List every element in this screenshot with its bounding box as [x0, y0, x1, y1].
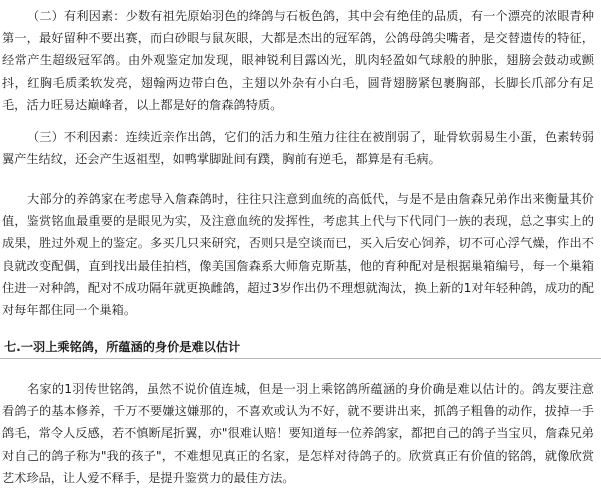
paragraph-favorable-factors: （二）有利因素：少数有祖先原始羽色的绛鸽与石板色鸽，其中会有绝佳的品质，有一个漂亮的浓眼青种第一，最好留种不要出赛，而白砂眼与鼠灰眼，大都是杰出的冠军鸽，公鸽母鸽尖嘴者，是交替遗传的特征，经常产生超级冠军鸽。由外观鉴定加发现，眼神锐利目露凶光，肌肉轻盈如气球般的肿胀，翅膀会鼓动或颤抖，红胸毛质柔软发亮，翅翰两边带白色，主翅以外杂有小白毛，圆背翅膀紧包裹胸部，长脚长爪部分有足毛，活力旺易达巅峰者，以上都是好的詹森鸽特质。: [2, 9, 594, 112]
section-divider: [0, 358, 601, 359]
paragraph-unfavorable-factors: （三）不利因素：连续近亲作出鸽，它们的活力和生殖力往往在被削弱了，耻骨软弱易生小蛋，色素转弱翼产生结纹，还会产生返祖型，如鸭掌脚趾间有蹼，胸前有逆毛，都算是有毛病。: [2, 130, 594, 167]
paragraph-breeder-advice: 大部分的养鸽家在考虑导入詹森鸽时，往往只注意到血统的高低代，与是不是由詹森兄弟作出来衡量其价值，鉴赏铭血最重要的是眼见为实，及注意血统的发挥性，考虑其上代与下代同门一族的表现，总之事实上的成果，胜过外观上的鉴定。多买几只来研究，否则只是空谈而已，买入后安心饲养，切不可心浮气燥，作出不良就改变配偶，直到找出最佳拍档，像美国詹森系大师詹克斯基，他的育种配对是根据巢箱编号，每一个巢箱住进一对种鸽，配对不成功隔年就更换雌鸽，超过3岁作出仍不理想就淘汰，换上新的1对年轻种鸽，成功的配对每年都住同一个巢箱。: [2, 192, 594, 318]
section-heading: 七.一羽上乘铭鸽，所蕴涵的身价是难以估计: [4, 340, 241, 354]
paragraph-pigeon-valuation: 名家的1羽传世铭鸽，虽然不说价值连城，但是一羽上乘铭鸽所蕴涵的身价确是难以估计的。鸽友要注意看鸽子的基本修养，千万不要嫌这嫌那的，不喜欢或认为不好，就不要讲出来，抓鸽子粗鲁的动作，拔掉一手鸽毛，常令人反感，若不慎断尾折翼，亦"很难认赔！要知道每一位养鸽家，都把自己的鸽子当宝贝，詹森兄弟对自己的鸽子称为"我的孩子"，不难想见真正的名家，是怎样对待鸽子的。欣赏真正有价值的铭鸽，就像欣赏艺术珍品，让人爱不释手，是提升鉴赏力的最佳方法。: [2, 382, 594, 485]
